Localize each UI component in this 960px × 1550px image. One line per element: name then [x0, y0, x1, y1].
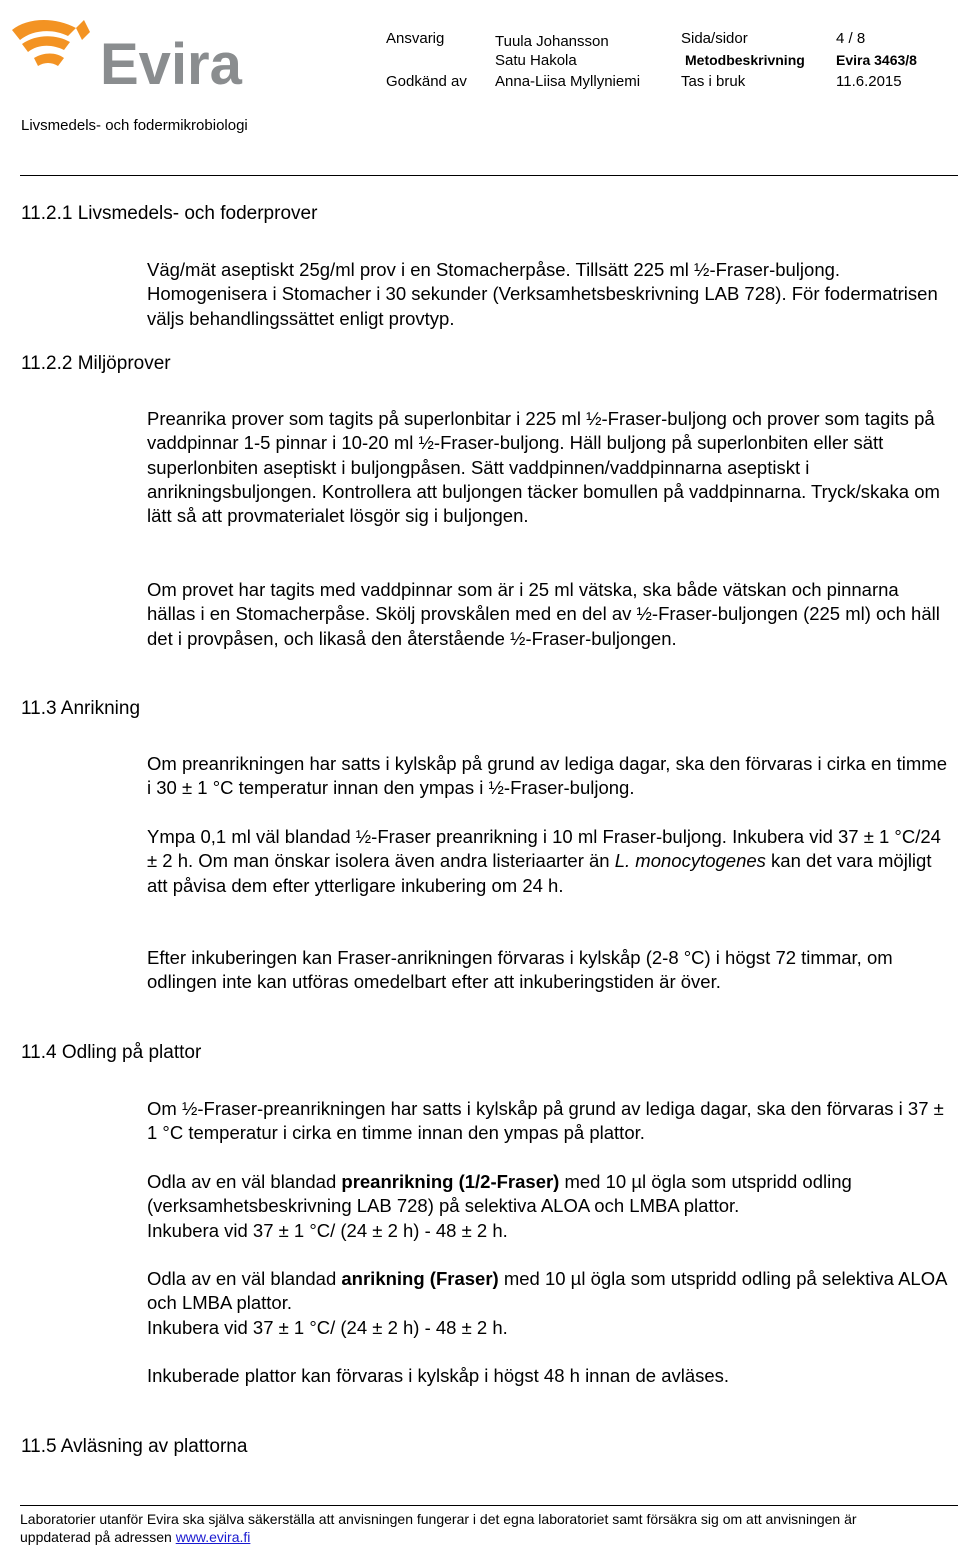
section-title-11-2-2: 11.2.2 Miljöprover [21, 353, 171, 374]
logo-wordmark: Evira [100, 32, 242, 90]
header-sida-label: Sida/sidor [681, 30, 748, 47]
footer [20, 1510, 958, 1546]
paragraph-11-2-1 [147, 258, 947, 331]
paragraph-text [147, 1267, 947, 1316]
paragraph-11-3-c [147, 946, 947, 995]
text-run: Odla av en väl blandad [147, 1268, 342, 1289]
paragraph-11-2-2-a [147, 407, 947, 528]
paragraph-text: Väg/mät aseptiskt 25g/ml prov i en Stomacherpåse. Tillsätt 225 ml ½-Fraser-buljong. Homogenisera i Stomacher i 30 sekunder (Verksamhetsbeskrivning LAB 728). För fodermatrisen väljs behandlingssättet enligt provtyp. [147, 259, 938, 329]
species-name: L. monocytogenes [614, 850, 766, 872]
bold-term: preanrikning (1/2-Fraser) [341, 1171, 560, 1192]
header-tasi-value: 11.6.2015 [836, 73, 902, 90]
header-godkand-value: Anna-Liisa Myllyniemi [495, 73, 641, 90]
text-run: med 10 µl ögla som utspridd odling på selektiva ALOA och LMBA plattor. [147, 1268, 947, 1314]
paragraph-text: Preanrika prover som tagits på superlonbitar i 225 ml ½-Fraser-buljong och prover som tagits på vaddpinnar 1-5 pinnar i 10-20 ml ½-Fraser-buljong. Häll buljong på superlonbiten eller sätt superlonbiten aseptiskt i buljongpåsen. Sätt vaddpinnen/vaddpinnarna aseptiskt i anrikningsbuljongen. Kontrollera att buljongen täcker bomullen på vaddpinnarna. Tryck/skaka om lätt så att provmaterialet lösgör sig i buljongen. [147, 408, 940, 527]
header-godkand-label: Godkänd av [386, 73, 467, 90]
footer-divider [20, 1505, 958, 1506]
header-sida-value: 4 / 8 [836, 30, 866, 47]
header-method-label: Metodbeskrivning [685, 52, 805, 68]
header-ansvarig-label: Ansvarig [386, 30, 445, 47]
paragraph-11-2-2-b [147, 578, 947, 651]
paragraph-11-4-b [147, 1170, 947, 1243]
evira-logo [6, 10, 266, 90]
paragraph-11-4-d [147, 1364, 947, 1388]
paragraph-text: Om preanrikningen har satts i kylskåp på grund av lediga dagar, ska den förvaras i cirka en timme i 30 ± 1 °C temperatur innan den ympas i ½-Fraser-buljong. [147, 753, 948, 799]
evira-logo-mark [6, 10, 266, 90]
footer-line-1: Laboratorier utanför Evira ska själva säkerställa att anvisningen fungerar i det egna laboratoriet samt försäkra sig om att anvisningen är [20, 1511, 857, 1527]
header-ansvarig-1: Tuula Johansson [495, 33, 609, 50]
paragraph-text [147, 1170, 947, 1219]
text-run: kan det vara möjligt att påvisa dem efter ytterligare inkubering om 24 h. [147, 850, 932, 896]
paragraph-text: Inkubera vid 37 ± 1 °C/ (24 ± 2 h) - 48 ± 2 h. [147, 1316, 508, 1338]
paragraph-11-3-a [147, 752, 947, 801]
paragraph-text [147, 825, 947, 898]
footer-link[interactable]: www.evira.fi [175, 1529, 251, 1545]
section-title-11-4: 11.4 Odling på plattor [21, 1042, 202, 1063]
header-divider [20, 175, 958, 176]
section-title-11-2-1: 11.2.1 Livsmedels- och foderprover [21, 203, 318, 224]
paragraph-text: Efter inkuberingen kan Fraser-anrikningen förvaras i kylskåp (2-8 °C) i högst 72 timmar, om odlingen inte kan utföras omedelbart efter att inkuberingstiden är över. [147, 947, 893, 993]
header-method-value: Evira 3463/8 [836, 52, 917, 68]
paragraph-text: Inkuberade plattor kan förvaras i kylskåp i högst 48 h innan de avläses. [147, 1365, 730, 1386]
paragraph-11-4-a [147, 1097, 947, 1146]
header-ansvarig-2: Satu Hakola [495, 52, 577, 69]
bold-term: anrikning (Fraser) [341, 1268, 499, 1289]
paragraph-text: Om provet har tagits med vaddpinnar som är i 25 ml vätska, ska både vätskan och pinnarna hällas i en Stomacherpåse. Skölj provskålen med en del av ½-Fraser-buljongen (225 ml) och häll det i provpåsen, och likaså den återstående ½-Fraser-buljongen. [147, 579, 940, 649]
footer-line-2 [20, 1528, 958, 1546]
text-run: Odla av en väl blandad [147, 1171, 342, 1192]
header-tasi-label: Tas i bruk [681, 73, 746, 90]
text-run: med 10 µl ögla som utspridd odling (verksamhetsbeskrivning LAB 728) på selektiva ALOA och LMBA plattor. [147, 1171, 852, 1217]
section-title-11-5: 11.5 Avläsning av plattorna [21, 1436, 248, 1457]
paragraph-11-4-c [147, 1267, 947, 1340]
paragraph-text: Inkubera vid 37 ± 1 °C/ (24 ± 2 h) - 48 ± 2 h. [147, 1219, 508, 1241]
section-title-11-3: 11.3 Anrikning [21, 698, 141, 719]
paragraph-11-3-b [147, 825, 947, 898]
department-label: Livsmedels- och fodermikrobiologi [21, 117, 248, 134]
paragraph-text: Om ½-Fraser-preanrikningen har satts i kylskåp på grund av lediga dagar, ska den förvaras i 37 ± 1 °C temperatur i cirka en timme innan den ympas på plattor. [147, 1098, 944, 1144]
footer-prefix: uppdaterad på adressen [20, 1529, 176, 1545]
text-run: Ympa 0,1 ml väl blandad ½-Fraser preanrikning i 10 ml Fraser-buljong. Inkubera vid 37 ± 1 °C/24 ± 2 h. Om man önskar isolera även andra listeriaarter än [147, 826, 941, 872]
